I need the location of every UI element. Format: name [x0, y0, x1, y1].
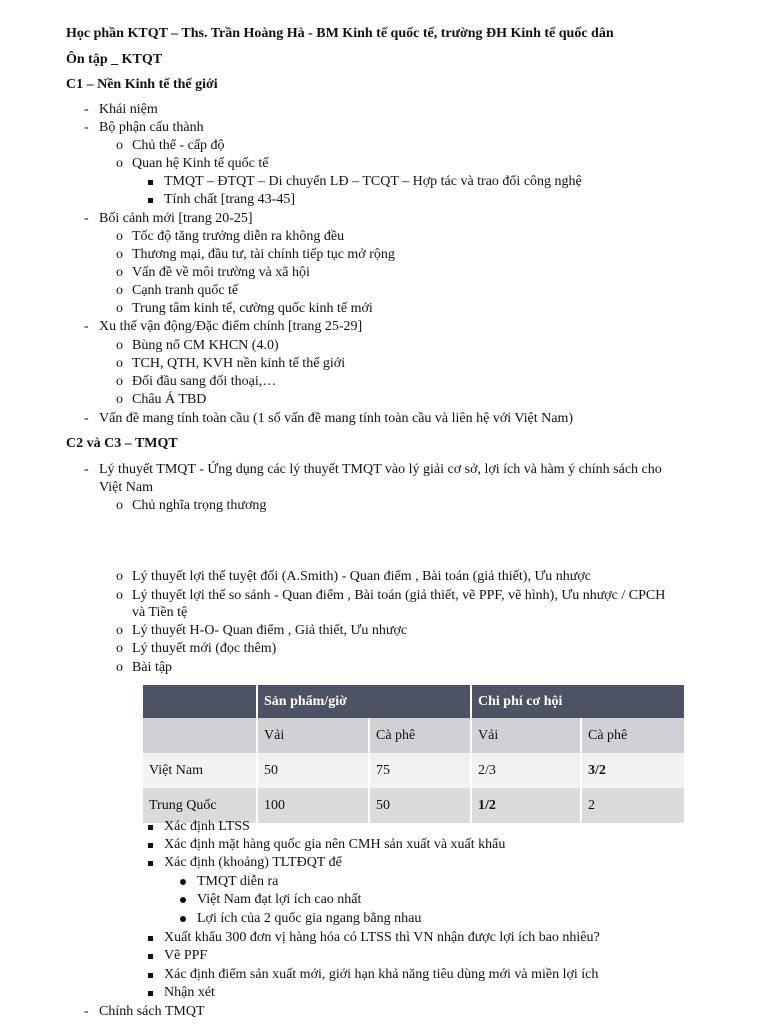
- table-subheader-row: [143, 718, 684, 753]
- square-bullet: [148, 991, 153, 996]
- list-item: Xác định (khoảng) TLTĐQT để: [164, 855, 342, 870]
- circle-marker: o: [116, 138, 123, 153]
- round-bullet: [180, 897, 186, 903]
- circle-marker: o: [116, 265, 123, 280]
- dash-marker: -: [84, 319, 89, 334]
- table-header-row: [143, 685, 684, 718]
- table-cell: 2: [581, 788, 684, 823]
- circle-marker: o: [116, 569, 123, 584]
- table-cell: Cà phê: [369, 718, 471, 753]
- square-bullet: [148, 861, 153, 866]
- section-heading-c1: C1 – Nền Kinh tế thế giới: [66, 77, 218, 92]
- table-cell: 100: [257, 788, 369, 823]
- square-bullet: [148, 198, 153, 203]
- circle-marker: o: [116, 641, 123, 656]
- table-cell: 50: [369, 788, 471, 823]
- list-item: Lý thuyết lợi thế so sánh - Quan điểm , Bài toán (giả thiết, vẽ PPF, vẽ hình), Ưu nhược / CPCH: [132, 588, 666, 603]
- circle-marker: o: [116, 374, 123, 389]
- list-item: Tính chất [trang 43-45]: [164, 192, 296, 207]
- list-item: Xu thế vận động/Đặc điểm chính [trang 25-29]: [99, 319, 363, 334]
- table-cell: 75: [369, 753, 471, 788]
- table-cell: Vải: [471, 718, 581, 753]
- list-item: Cạnh tranh quốc tế: [132, 283, 239, 298]
- dash-marker: -: [84, 102, 89, 117]
- circle-marker: o: [116, 498, 123, 513]
- list-item: Bộ phận cấu thành: [99, 120, 204, 135]
- list-item: Vấn đề về môi trường và xã hội: [132, 265, 310, 280]
- list-item: TMQT diễn ra: [197, 874, 279, 889]
- circle-marker: o: [116, 623, 123, 638]
- circle-marker: o: [116, 283, 123, 298]
- circle-marker: o: [116, 660, 123, 675]
- round-bullet: [180, 916, 186, 922]
- square-bullet: [148, 936, 153, 941]
- table-row: [143, 753, 684, 788]
- list-item: Việt Nam đạt lợi ích cao nhất: [197, 892, 362, 907]
- course-header: Học phần KTQT – Ths. Trần Hoàng Hà - BM Kinh tế quốc tế, trường ĐH Kinh tế quốc dân: [66, 26, 614, 41]
- list-item: Đối đầu sang đối thoại,…: [132, 374, 277, 389]
- table-cell: 3/2: [581, 753, 684, 788]
- list-item: Xác định LTSS: [164, 819, 250, 834]
- list-item: Vẽ PPF: [164, 948, 208, 963]
- circle-marker: o: [116, 229, 123, 244]
- dash-marker: -: [84, 211, 89, 226]
- exercise-table: [143, 685, 684, 823]
- list-item: Vấn đề mang tính toàn cầu (1 số vấn đề mang tính toàn cầu và liên hệ với Việt Nam): [99, 411, 574, 426]
- circle-marker: o: [116, 356, 123, 371]
- dash-marker: -: [84, 120, 89, 135]
- table-header-cell: [143, 685, 257, 718]
- square-bullet: [148, 843, 153, 848]
- circle-marker: o: [116, 247, 123, 262]
- list-item: Bối cảnh mới [trang 20-25]: [99, 211, 253, 226]
- table-cell: 2/3: [471, 753, 581, 788]
- list-item: Tốc độ tăng trưởng diễn ra không đều: [132, 229, 345, 244]
- list-item: Xác định điểm sản xuất mới, giới hạn khả năng tiêu dùng mới và miền lợi ích: [164, 967, 599, 982]
- square-bullet: [148, 954, 153, 959]
- circle-marker: o: [116, 338, 123, 353]
- dash-marker: -: [84, 411, 89, 426]
- square-bullet: [148, 180, 153, 185]
- table-cell: Trung Quốc: [143, 788, 257, 823]
- list-item: Xác định mặt hàng quốc gia nên CMH sản xuất và xuất khẩu: [164, 837, 506, 852]
- list-item: Trung tâm kinh tế, cường quốc kinh tế mới: [132, 301, 373, 316]
- circle-marker: o: [116, 588, 123, 603]
- square-bullet: [148, 825, 153, 830]
- table-cell: 50: [257, 753, 369, 788]
- list-item: Lý thuyết lợi thế tuyệt đối (A.Smith) - Quan điểm , Bài toán (giả thiết), Ưu nhược: [132, 569, 592, 584]
- table-header-cell: Sản phẩm/giờ: [257, 685, 471, 718]
- list-item: TMQT – ĐTQT – Di chuyển LĐ – TCQT – Hợp tác và trao đổi công nghệ: [164, 174, 582, 189]
- list-item: Thương mại, đầu tư, tài chính tiếp tục mở rộng: [132, 247, 395, 262]
- list-item: TCH, QTH, KVH nền kinh tế thế giới: [132, 356, 346, 371]
- list-item: Lợi ích của 2 quốc gia ngang bằng nhau: [197, 911, 422, 926]
- table-cell: [143, 718, 257, 753]
- list-item: Khái niệm: [99, 102, 158, 117]
- list-item: Chủ nghĩa trọng thương: [132, 498, 267, 513]
- section-heading-c2: C2 và C3 – TMQT: [66, 436, 178, 451]
- table-cell: Việt Nam: [143, 753, 257, 788]
- list-item-continuation: và Tiền tệ: [132, 605, 188, 620]
- circle-marker: o: [116, 392, 123, 407]
- page-title: Ôn tập _ KTQT: [66, 52, 163, 67]
- dash-marker: -: [84, 1004, 89, 1019]
- list-item: Châu Á TBD: [132, 392, 207, 407]
- list-item: Lý thuyết H-O- Quan điểm , Giả thiết, Ưu nhược: [132, 623, 408, 638]
- circle-marker: o: [116, 301, 123, 316]
- list-item: Lý thuyết mới (đọc thêm): [132, 641, 277, 656]
- list-item: Lý thuyết TMQT - Ứng dụng các lý thuyết TMQT vào lý giải cơ sở, lợi ích và hàm ý chính sách cho: [99, 462, 662, 477]
- round-bullet: [180, 879, 186, 885]
- table-cell: Vải: [257, 718, 369, 753]
- list-item: Quan hệ Kinh tế quốc tế: [132, 156, 269, 171]
- table-header-cell: Chi phí cơ hội: [471, 685, 684, 718]
- list-item: Bùng nổ CM KHCN (4.0): [132, 338, 279, 353]
- table-cell: 1/2: [471, 788, 581, 823]
- list-item: Chính sách TMQT: [99, 1004, 205, 1019]
- list-item-continuation: Việt Nam: [99, 480, 153, 495]
- list-item: Chủ thể - cấp độ: [132, 138, 225, 153]
- list-item: Xuất khẩu 300 đơn vị hàng hóa có LTSS thì VN nhận được lợi ích bao nhiêu?: [164, 930, 600, 945]
- circle-marker: o: [116, 156, 123, 171]
- list-item: Bài tập: [132, 660, 173, 675]
- table-cell: Cà phê: [581, 718, 684, 753]
- dash-marker: -: [84, 462, 89, 477]
- square-bullet: [148, 973, 153, 978]
- list-item: Nhận xét: [164, 985, 215, 1000]
